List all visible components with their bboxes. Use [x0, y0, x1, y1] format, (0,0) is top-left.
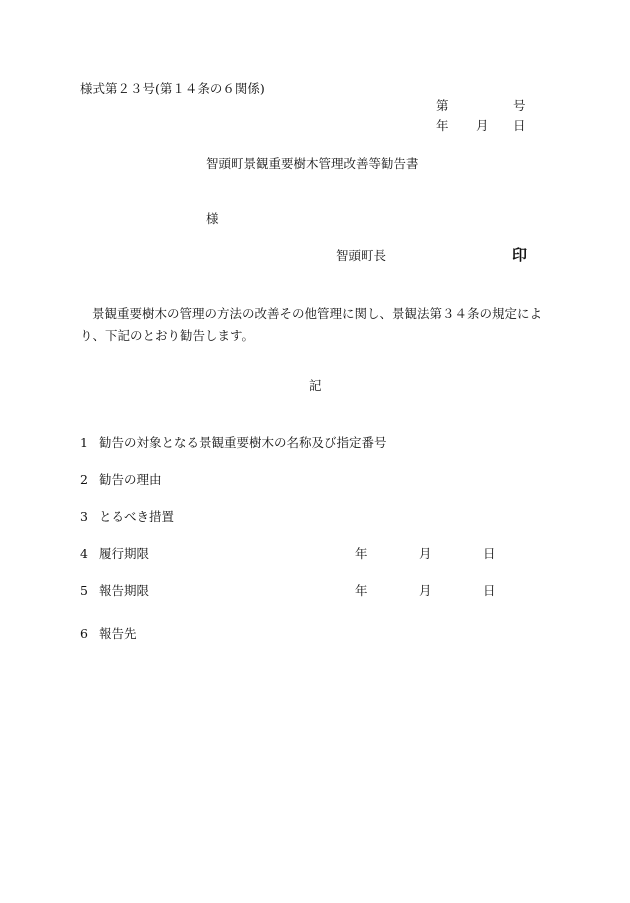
- deadline-year: 年: [355, 546, 368, 561]
- ki-heading: 記: [309, 378, 322, 393]
- item-label: 勧告の対象となる景観重要樹木の名称及び指定番号: [99, 435, 387, 450]
- date-year: 年: [436, 118, 449, 133]
- deadline-month: 月: [419, 546, 432, 561]
- date-month: 月: [476, 118, 489, 133]
- addressee-suffix: 様: [206, 211, 219, 226]
- item-number: 4: [80, 546, 88, 561]
- item-number: 1: [80, 435, 88, 450]
- form-label: 様式第２３号(第１４条の６関係): [80, 81, 265, 96]
- item-label: 勧告の理由: [99, 472, 162, 487]
- item-label: とるべき措置: [99, 509, 175, 524]
- number-suffix: 号: [513, 98, 526, 113]
- deadline-day: 日: [483, 546, 496, 561]
- seal-mark: 印: [512, 246, 528, 264]
- report-month: 月: [419, 583, 432, 598]
- body-text: 景観重要樹木の管理の方法の改善その他管理に関し、景観法第３４条の規定により、下記のとおり勧告します。: [80, 306, 543, 343]
- item-number: 3: [80, 509, 88, 524]
- item-label: 履行期限: [99, 546, 150, 561]
- document-title: 智頭町景観重要樹木管理改善等勧告書: [206, 156, 419, 171]
- item-number: 2: [80, 472, 88, 487]
- item-label: 報告先: [99, 626, 137, 641]
- issuer-name: 智頭町長: [336, 248, 387, 263]
- item-label: 報告期限: [99, 583, 150, 598]
- item-number: 5: [80, 583, 88, 598]
- body-paragraph: [80, 303, 552, 347]
- report-day: 日: [483, 583, 496, 598]
- report-year: 年: [355, 583, 368, 598]
- number-prefix: 第: [436, 98, 449, 113]
- date-day: 日: [513, 118, 526, 133]
- item-number: 6: [80, 626, 88, 641]
